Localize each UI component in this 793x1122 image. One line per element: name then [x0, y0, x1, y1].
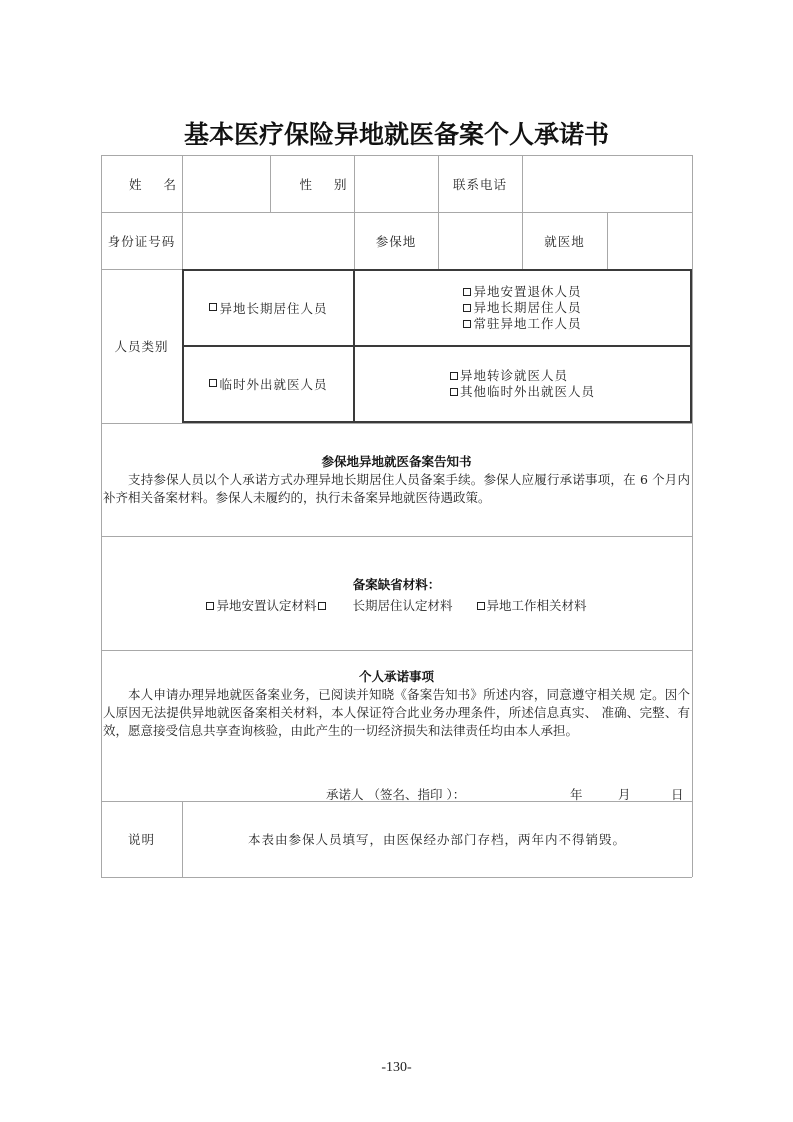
- option-label: 其他临时外出就医人员: [459, 384, 595, 399]
- personnel-box-right: [690, 269, 692, 423]
- checkbox-icon[interactable]: [318, 602, 326, 610]
- checkbox-icon[interactable]: [209, 379, 217, 387]
- option-other-temporary[interactable]: [450, 384, 595, 400]
- option-label: 长期居住认定材料: [352, 598, 453, 613]
- day-label: 日: [671, 787, 684, 802]
- signature-field[interactable]: [490, 785, 550, 801]
- id-number-field[interactable]: [182, 212, 354, 269]
- option-relocated-retiree[interactable]: [463, 284, 581, 300]
- option-resident-worker[interactable]: [463, 316, 581, 332]
- checkbox-icon[interactable]: [206, 602, 214, 610]
- insured-place-label: 参保地: [375, 233, 417, 249]
- remarks-label: 说明: [127, 832, 155, 847]
- checkbox-icon[interactable]: [463, 288, 471, 296]
- gender-field[interactable]: [354, 155, 438, 212]
- checkbox-icon[interactable]: [477, 602, 485, 610]
- option-label: 异地工作相关材料: [486, 598, 587, 613]
- option-label: 临时外出就医人员: [219, 377, 328, 392]
- checkbox-icon[interactable]: [463, 304, 471, 312]
- checkbox-icon[interactable]: [450, 388, 458, 396]
- name-field[interactable]: [182, 155, 270, 212]
- option-label: 异地安置认定材料: [216, 598, 317, 613]
- material-option-residence[interactable]: [352, 596, 452, 614]
- option-long-term-residence[interactable]: [184, 271, 353, 345]
- personnel-box-bottom: [182, 421, 692, 423]
- materials-options: [101, 596, 692, 614]
- name-label: 姓名: [128, 176, 198, 192]
- checkbox-icon[interactable]: [463, 320, 471, 328]
- checkbox-icon[interactable]: [450, 372, 458, 380]
- commitment-body: 本人申请办理异地就医备案业务，已阅读并知晓《备案告知书》所述内容，同意遵守相关规 定。因个人原因无法提供异地就医备案相关材料，本人保证符合此业务办理条件，所述信息真实、 准确、完整、有效，愿意接受信息共享查询核验，由此产生的一切经济损失和法律责任均由本人承担。: [103, 687, 690, 738]
- option-label: 常驻异地工作人员: [473, 316, 582, 331]
- notice-body: 支持参保人员以个人承诺方式办理异地长期居住人员备案手续。参保人应履行承诺事项，在 6 个月内补齐相关备案材料。参保人未履约的，执行未备案异地就医待遇政策。: [103, 472, 690, 505]
- option-long-term-resident[interactable]: [463, 300, 581, 316]
- row-divider: [101, 423, 692, 424]
- row-divider: [101, 536, 692, 537]
- checkbox-icon[interactable]: [209, 303, 217, 311]
- option-label: 异地安置退休人员: [473, 284, 582, 299]
- gender-label: 性别: [299, 176, 369, 192]
- document-title: 基本医疗保险异地就医备案个人承诺书: [183, 120, 609, 149]
- group1-suboptions: [355, 271, 690, 345]
- id-number-label: 身份证号码: [107, 233, 176, 249]
- option-temporary-medical[interactable]: [184, 347, 353, 421]
- group2-suboptions: [355, 347, 690, 421]
- option-label: 异地长期居住人员: [219, 301, 328, 316]
- remarks-text: 本表由参保人员填写，由医保经办部门存档，两年内不得销毁。: [247, 832, 626, 847]
- option-label: 异地长期居住人员: [473, 300, 582, 315]
- material-option-work[interactable]: [477, 596, 587, 614]
- year-label: 年: [570, 787, 583, 802]
- phone-label: 联系电话: [452, 176, 507, 192]
- signer-label: 承诺人 （签名、指印 ）：: [326, 787, 466, 802]
- medical-place-label: 就医地: [544, 233, 585, 249]
- insured-place-field[interactable]: [438, 212, 522, 269]
- commitment-title: 个人承诺事项: [358, 669, 434, 684]
- medical-place-field[interactable]: [607, 212, 692, 269]
- materials-title: 备案缺省材料：: [352, 577, 441, 592]
- month-label: 月: [618, 787, 631, 802]
- option-referral[interactable]: [450, 368, 568, 384]
- personnel-category-label: 人员类别: [114, 339, 169, 354]
- table-border-bottom: [101, 877, 692, 878]
- page-number: -130-: [381, 1060, 412, 1075]
- material-option-relocation[interactable]: [206, 596, 328, 614]
- phone-field[interactable]: [522, 155, 692, 212]
- option-label: 异地转诊就医人员: [459, 368, 568, 383]
- row-divider: [101, 650, 692, 651]
- notice-title: 参保地异地就医备案告知书: [321, 454, 472, 469]
- table-border-right: [692, 155, 693, 877]
